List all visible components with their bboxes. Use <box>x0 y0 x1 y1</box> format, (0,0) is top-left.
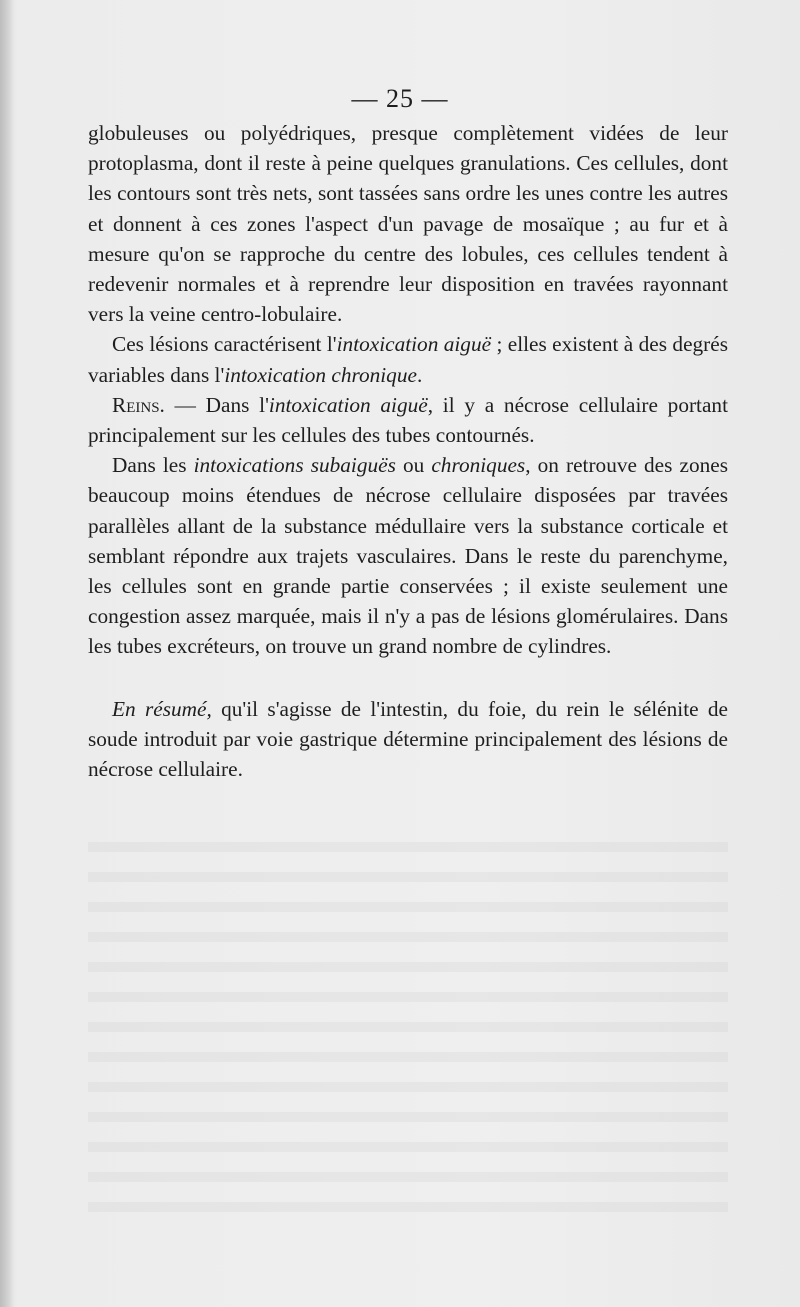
text-run: , on retrouve des zones beaucoup moins étendues de nécrose cellulaire disposées par travées parallèles allant de la substance médullaire vers la substance corticale et semblant répondre aux trajets vasculaires. Dans le reste du parenchyme, les cellules sont en grande partie conservées ; il existe seulement une congestion assez marquée, mais il n'y a pas de lésions glomérulaires. Dans les tubes excréteurs, on trouve un grand nombre de cylindres. <box>88 453 728 659</box>
page-number: — 25 — <box>351 84 449 113</box>
paragraph-kidneys <box>88 390 728 450</box>
text-run: . <box>416 362 423 387</box>
page-gutter-shadow <box>0 0 14 1307</box>
text-run: — Dans l' <box>164 392 269 417</box>
text-run: qu'il s'agisse de l'intestin, du foie, du rein le sélénite de soude introduit par voie gastrique détermine principalement des lésions de nécrose cellulaire. <box>88 696 728 782</box>
paragraph-conclusion <box>88 694 728 785</box>
text-run: Dans les <box>112 453 194 478</box>
text-run: ou <box>395 453 432 478</box>
section-heading-reins: Reins. <box>112 392 165 417</box>
italic-term: En résumé, <box>112 696 212 721</box>
body-text <box>88 118 728 784</box>
italic-term: intoxication aiguë <box>336 332 492 357</box>
italic-term: intoxications subaiguës <box>193 453 396 478</box>
italic-term: intoxication aiguë <box>268 392 428 417</box>
text-run: , il y a nécrose cellulaire portant principalement sur les cellules des tubes contournés. <box>88 392 728 448</box>
italic-term: intoxication chronique <box>224 362 417 387</box>
paragraph-subacute-chronic <box>88 450 728 661</box>
text-run: Ces lésions caractérisent l' <box>112 332 337 357</box>
paragraph-lesions-summary <box>88 329 728 389</box>
paragraph-liver-continued: globuleuses ou polyédriques, presque complètement vidées de leur protoplasma, dont il reste à peine quelques granulations. Ces cellules, dont les contours sont très nets, sont tassées sans ordre les unes contre les autres et donnent à ces zones l'aspect d'un pavage de mosaïque ; au fur et à mesure qu'on se rapproche du centre des lobules, ces cellules tendent à redevenir normales et à reprendre leur disposition en travées rayonnant vers la veine centro-lobulaire. <box>88 121 728 327</box>
italic-term: chroniques <box>431 453 526 478</box>
show-through-text <box>88 830 728 1230</box>
text-run: ; elles existent à des degrés variables dans l' <box>88 332 729 387</box>
